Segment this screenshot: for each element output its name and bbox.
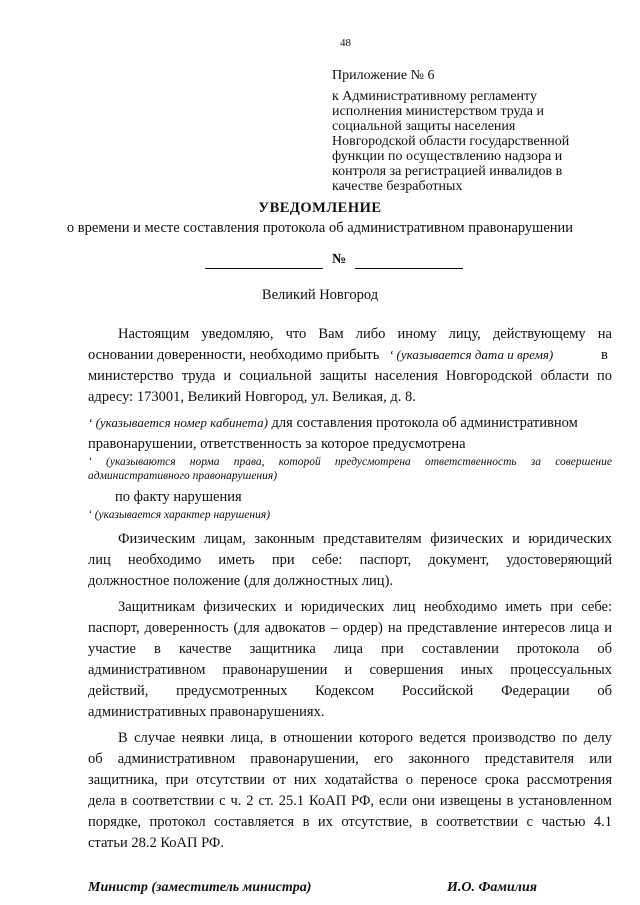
annex-line: исполнения министерством труда и: [332, 104, 545, 119]
document-title: УВЕДОМЛЕНИЕ: [258, 200, 382, 216]
body-line: министерство труда и социальной защиты населения Новгородской области по: [88, 368, 612, 384]
signatory-name: И.О. Фамилия: [447, 880, 537, 895]
body-line: правонарушении, ответственность за которое предусмотрена: [88, 436, 466, 452]
body-line: действий, предусмотренных Кодексом Российской Федерации об: [88, 683, 612, 699]
body-line: административном правонарушении и совершения иных процессуальных: [88, 662, 612, 678]
body-line: дела в соответствии с ч. 2 ст. 25.1 КоАП РФ, если они извещены в установленном: [88, 793, 612, 809]
document-subtitle: о времени и месте составления протокола об административном правонарушении: [66, 220, 574, 236]
annex-line: социальной защиты населения: [332, 119, 516, 134]
number-blank-left: [205, 268, 323, 269]
body-line: об административном правонарушении, его законного представителя или: [88, 751, 612, 767]
body-line: защитника, при отсутствии от них ходатайства о переносе срока рассмотрения: [88, 772, 612, 788]
annex-line: контроля за регистрацией инвалидов в: [332, 164, 563, 179]
annex-line: Новгородской области государственной: [332, 134, 570, 149]
body-text: основании доверенности, необходимо прибыть: [88, 347, 380, 363]
body-text: для составления протокола об административном: [271, 415, 578, 431]
body-line: Настоящим уведомляю, что Вам либо иному лицу, действующему на: [118, 326, 612, 342]
body-line: порядке, протокол составляется в их отсутствие, в соответствии с частью 4.1: [88, 814, 612, 830]
body-line: Защитникам физических и юридических лиц необходимо иметь при себе:: [118, 599, 612, 615]
signatory-position: Министр (заместитель министра): [88, 880, 312, 895]
number-blank-right: [355, 268, 463, 269]
body-text: в: [601, 347, 608, 363]
annex-title: Приложение № 6: [332, 68, 435, 83]
footnote-hint: ‘ (указывается характер нарушения): [88, 509, 271, 521]
body-line: по факту нарушения: [115, 489, 242, 505]
annex-line: к Административному регламенту: [332, 89, 537, 104]
body-line: паспорт, доверенность (для адвокатов – ордер) на представление интересов лица и: [88, 620, 612, 636]
city: Великий Новгород: [261, 287, 379, 303]
page-number: 48: [340, 37, 351, 49]
date-time-hint: ‘ (указывается дата и время): [388, 347, 554, 362]
annex-line: качестве безработных: [332, 179, 463, 194]
body-line: должностное положение (для должностных лиц).: [88, 573, 394, 589]
room-number-hint: ‘ (указывается номер кабинета): [88, 415, 268, 430]
body-line: административных правонарушениях.: [88, 704, 325, 720]
body-line: В случае неявки лица, в отношении которого ведется производство по делу: [118, 730, 612, 746]
body-line: [88, 415, 578, 432]
annex-line: функции по осуществлению надзора и: [332, 149, 563, 164]
footnote-hint: административного правонарушения): [88, 470, 278, 482]
body-line: лиц необходимо иметь при себе: паспорт, документ, удостоверяющий: [88, 552, 612, 568]
body-line: участие в качестве защитника лица при составлении протокола об: [88, 641, 612, 657]
body-line: [88, 347, 553, 364]
footnote-hint: ‘ (указываются норма права, которой предусмотрена ответственность за совершение: [88, 456, 612, 468]
body-line: адресу: 173001, Великий Новгород, ул. Великая, д. 8.: [88, 389, 416, 405]
body-line: Физическим лицам, законным представителям физических и юридических: [118, 531, 612, 547]
number-sign: №: [332, 252, 347, 267]
body-line: статьи 28.2 КоАП РФ.: [88, 835, 225, 851]
